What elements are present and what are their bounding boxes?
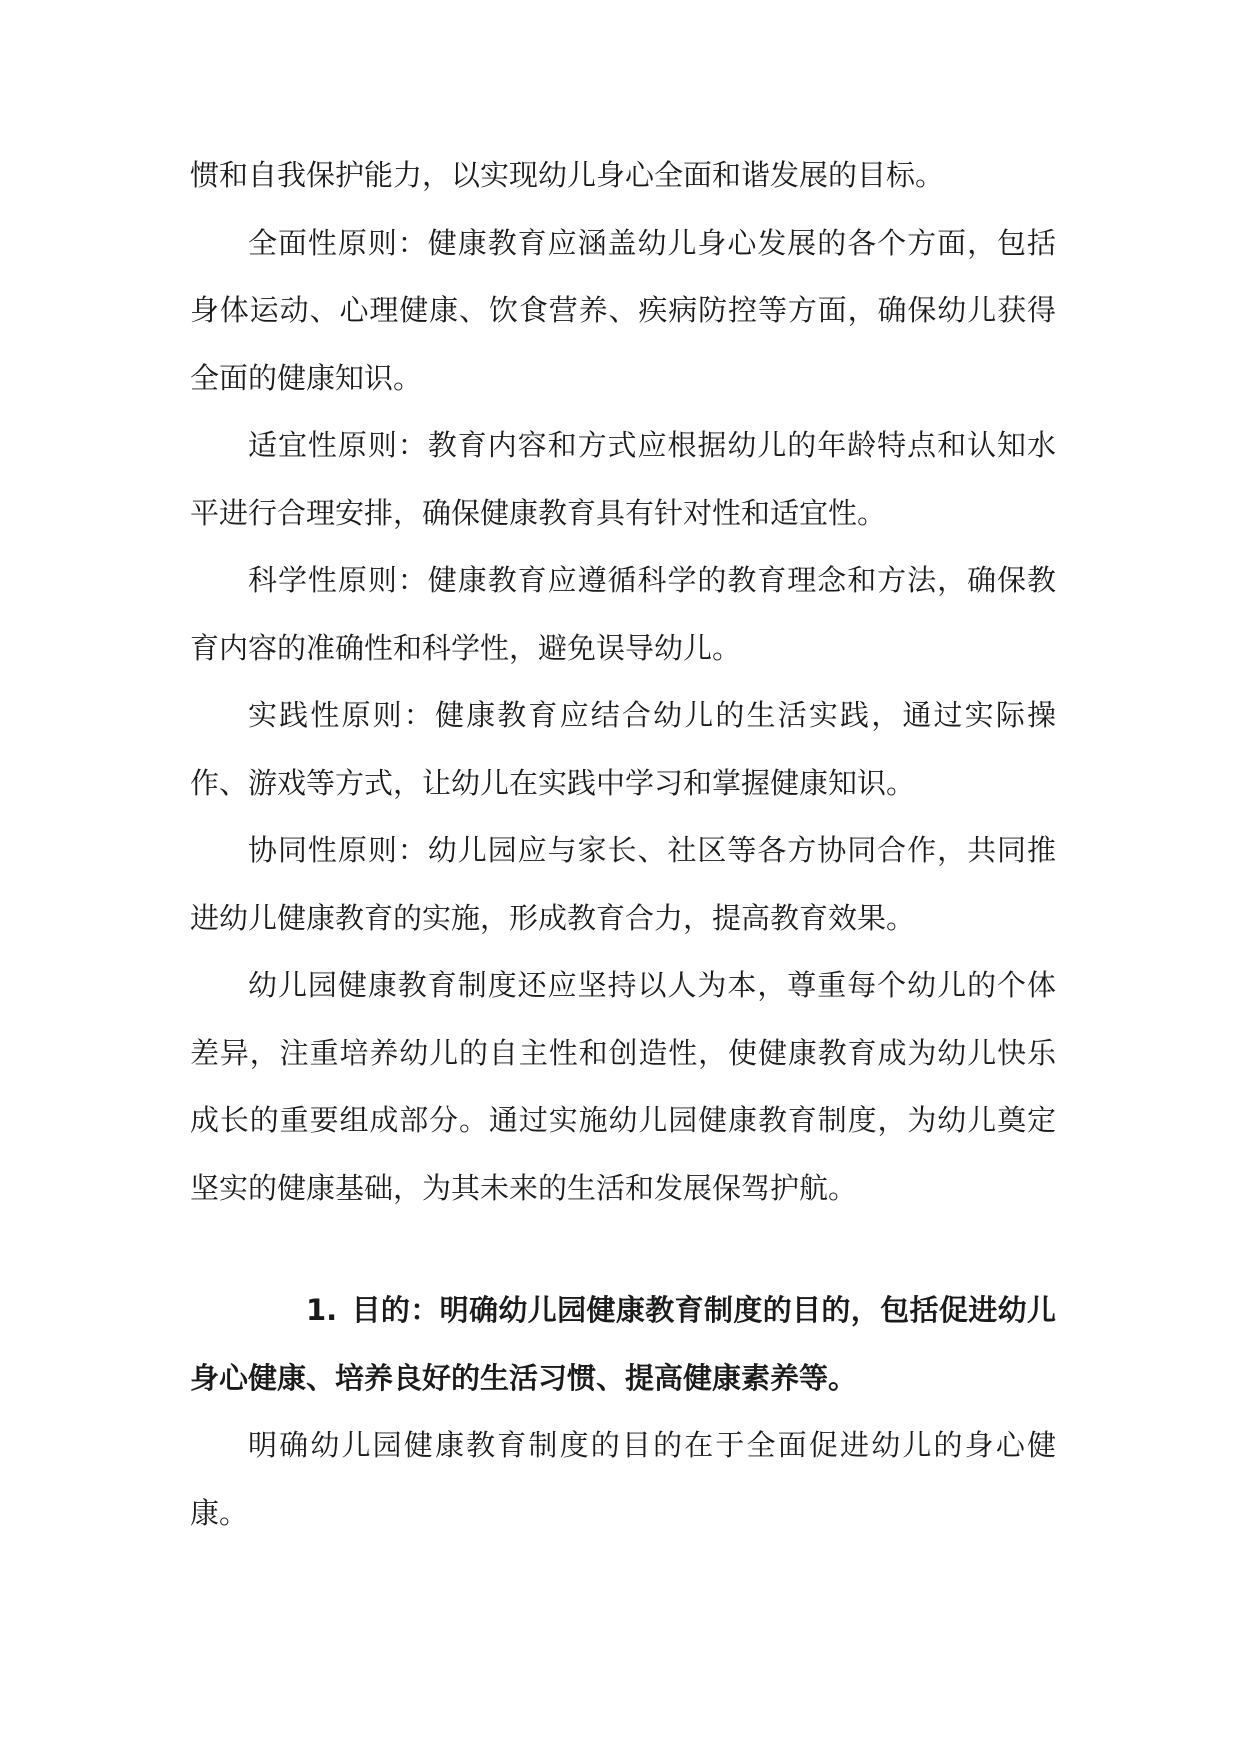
heading-number: 1. [306, 1293, 338, 1327]
paragraph-scientific-principle: 科学性原则：健康教育应遵循科学的教育理念和方法，确保教育内容的准确性和科学性，避免误导幼儿。 [190, 563, 1056, 665]
paragraph-suitability-principle: 适宜性原则：教育内容和方式应根据幼儿的年龄特点和认知水平进行合理安排，确保健康教育具有针对性和适宜性。 [190, 428, 1056, 530]
section-spacer [190, 1222, 1056, 1277]
paragraph-people-oriented: 幼儿园健康教育制度还应坚持以人为本，尊重每个幼儿的个体差异，注重培养幼儿的自主性和创造性，使健康教育成为幼儿快乐成长的重要组成部分。通过实施幼儿园健康教育制度，为幼儿奠定坚实的健康基础，为其未来的生活和发展保驾护航。 [190, 968, 1056, 1205]
section-heading-purpose [190, 1277, 1056, 1412]
document-body [190, 142, 1056, 1547]
paragraph-continuation: 惯和自我保护能力，以实现幼儿身心全面和谐发展的目标。 [190, 158, 945, 192]
paragraph-comprehensive-principle: 全面性原则：健康教育应涵盖幼儿身心发展的各个方面，包括身体运动、心理健康、饮食营养、疾病防控等方面，确保幼儿获得全面的健康知识。 [190, 225, 1056, 395]
paragraph-collaboration-principle: 协同性原则：幼儿园应与家长、社区等各方协同合作，共同推进幼儿健康教育的实施，形成教育合力，提高教育效果。 [190, 833, 1056, 935]
paragraph-practice-principle: 实践性原则：健康教育应结合幼儿的生活实践，通过实际操作、游戏等方式，让幼儿在实践中学习和掌握健康知识。 [190, 698, 1056, 800]
heading-text: 目的：明确幼儿园健康教育制度的目的，包括促进幼儿身心健康、培养良好的生活习惯、提高健康素养等。 [190, 1293, 1056, 1395]
paragraph-purpose-intro: 明确幼儿园健康教育制度的目的在于全面促进幼儿的身心健康。 [190, 1428, 1056, 1530]
